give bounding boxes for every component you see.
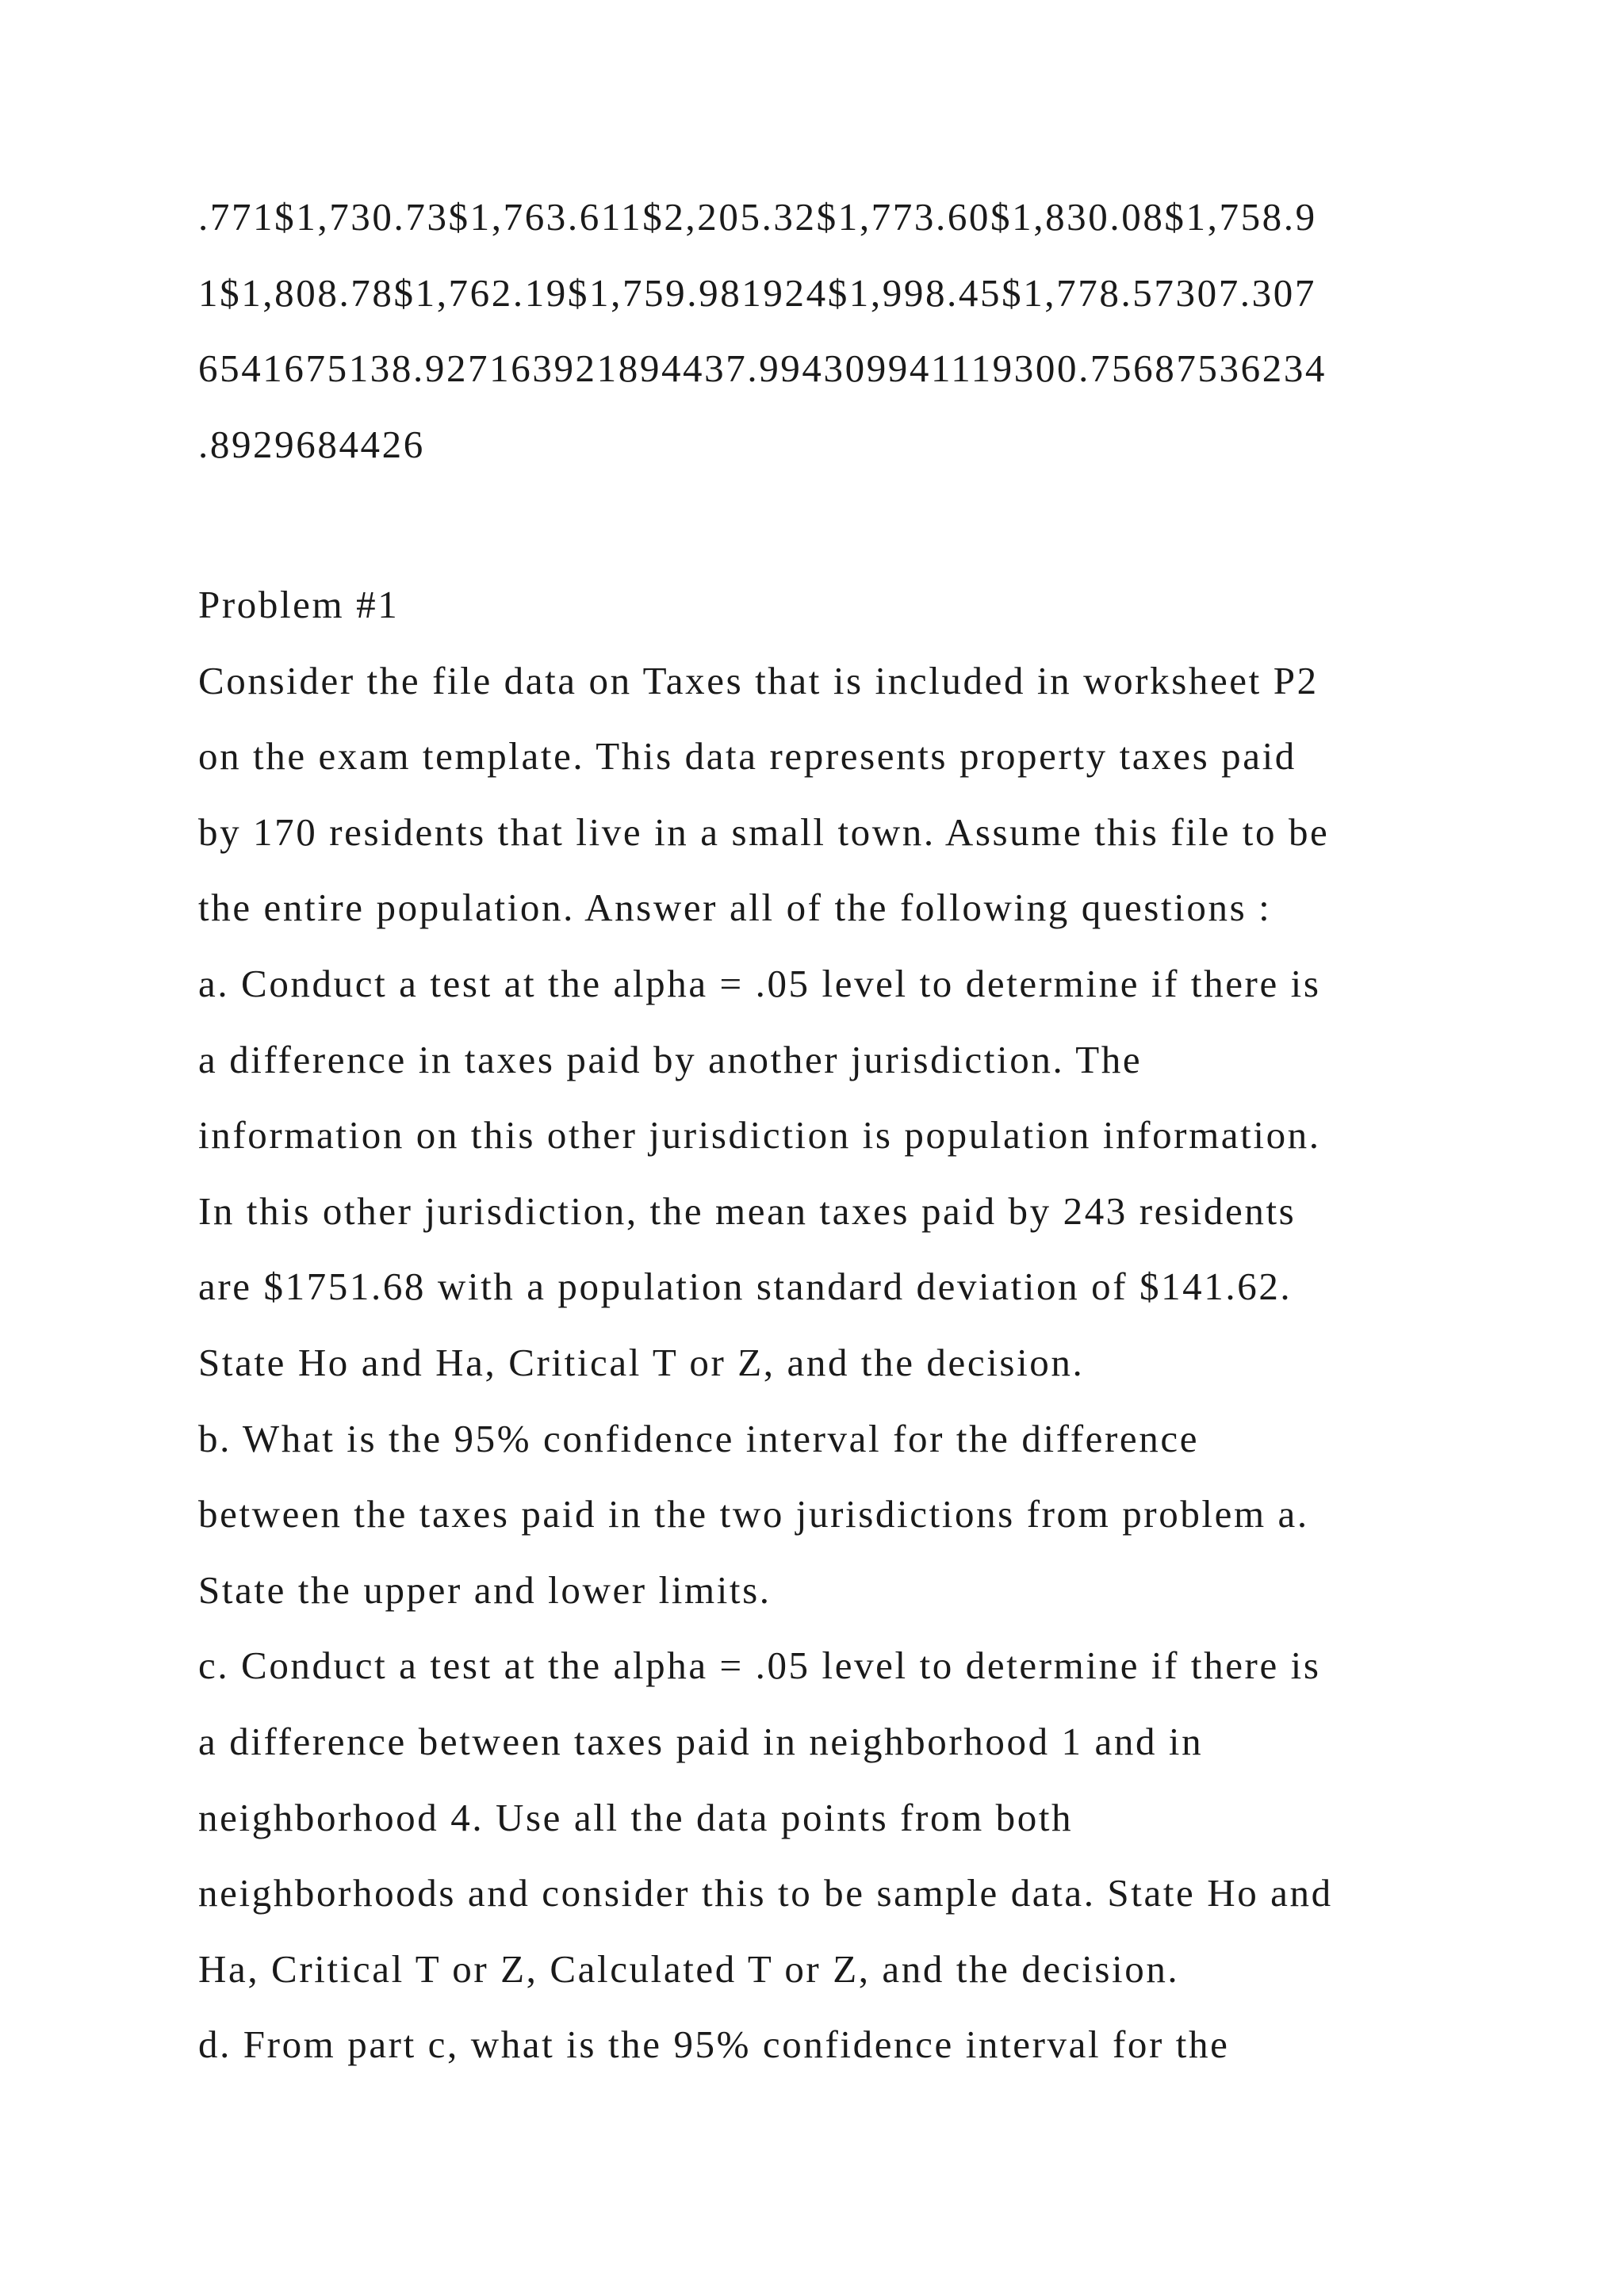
problem-text-line: on the exam template. This data represents property taxes paid bbox=[198, 734, 1297, 779]
question-c-line: a difference between taxes paid in neighborhood 1 and in bbox=[198, 1719, 1204, 1763]
question-a-line: a difference in taxes paid by another jurisdiction. The bbox=[198, 1037, 1143, 1081]
question-c-line: neighborhoods and consider this to be sample data. State Ho and bbox=[198, 1871, 1333, 1915]
number-data-block bbox=[198, 179, 1499, 482]
number-line: .771$1,730.73$1,763.611$2,205.32$1,773.60$1,830.08$1,758.9 bbox=[198, 195, 1317, 239]
question-b-line: State the upper and lower limits. bbox=[198, 1567, 772, 1612]
question-d-line: d. From part c, what is the 95% confidence interval for the bbox=[198, 2022, 1230, 2067]
question-c-line: c. Conduct a test at the alpha = .05 level to determine if there is bbox=[198, 1644, 1321, 1688]
question-c-line: neighborhood 4. Use all the data points from both bbox=[198, 1795, 1074, 1839]
number-line: 6541675138.927163921894437.994309941119300.75687536234 bbox=[198, 346, 1327, 391]
question-a-line: In this other jurisdiction, the mean taxes paid by 243 residents bbox=[198, 1188, 1297, 1233]
number-line: 1$1,808.78$1,762.19$1,759.981924$1,998.45$1,778.57307.307 bbox=[198, 270, 1316, 315]
problem-text-line: Consider the file data on Taxes that is included in worksheet P2 bbox=[198, 658, 1319, 702]
question-c-line: Ha, Critical T or Z, Calculated T or Z, and the decision. bbox=[198, 1946, 1180, 1991]
question-a-line: are $1751.68 with a population standard deviation of $141.62. bbox=[198, 1265, 1293, 1309]
question-b-line: b. What is the 95% confidence interval for the difference bbox=[198, 1416, 1200, 1460]
question-a-line: State Ho and Ha, Critical T or Z, and the decision. bbox=[198, 1340, 1085, 1384]
problem-block bbox=[198, 567, 1499, 2083]
problem-title: Problem #1 bbox=[198, 583, 400, 626]
question-b-line: between the taxes paid in the two jurisdictions from problem a. bbox=[198, 1492, 1309, 1536]
question-a-line: a. Conduct a test at the alpha = .05 level to determine if there is bbox=[198, 961, 1321, 1005]
question-a-line: information on this other jurisdiction is population information. bbox=[198, 1113, 1321, 1158]
problem-text-line: by 170 residents that live in a small town. Assume this file to be bbox=[198, 809, 1330, 854]
number-line: .8929684426 bbox=[198, 422, 425, 466]
problem-text-line: the entire population. Answer all of the following questions : bbox=[198, 886, 1272, 930]
